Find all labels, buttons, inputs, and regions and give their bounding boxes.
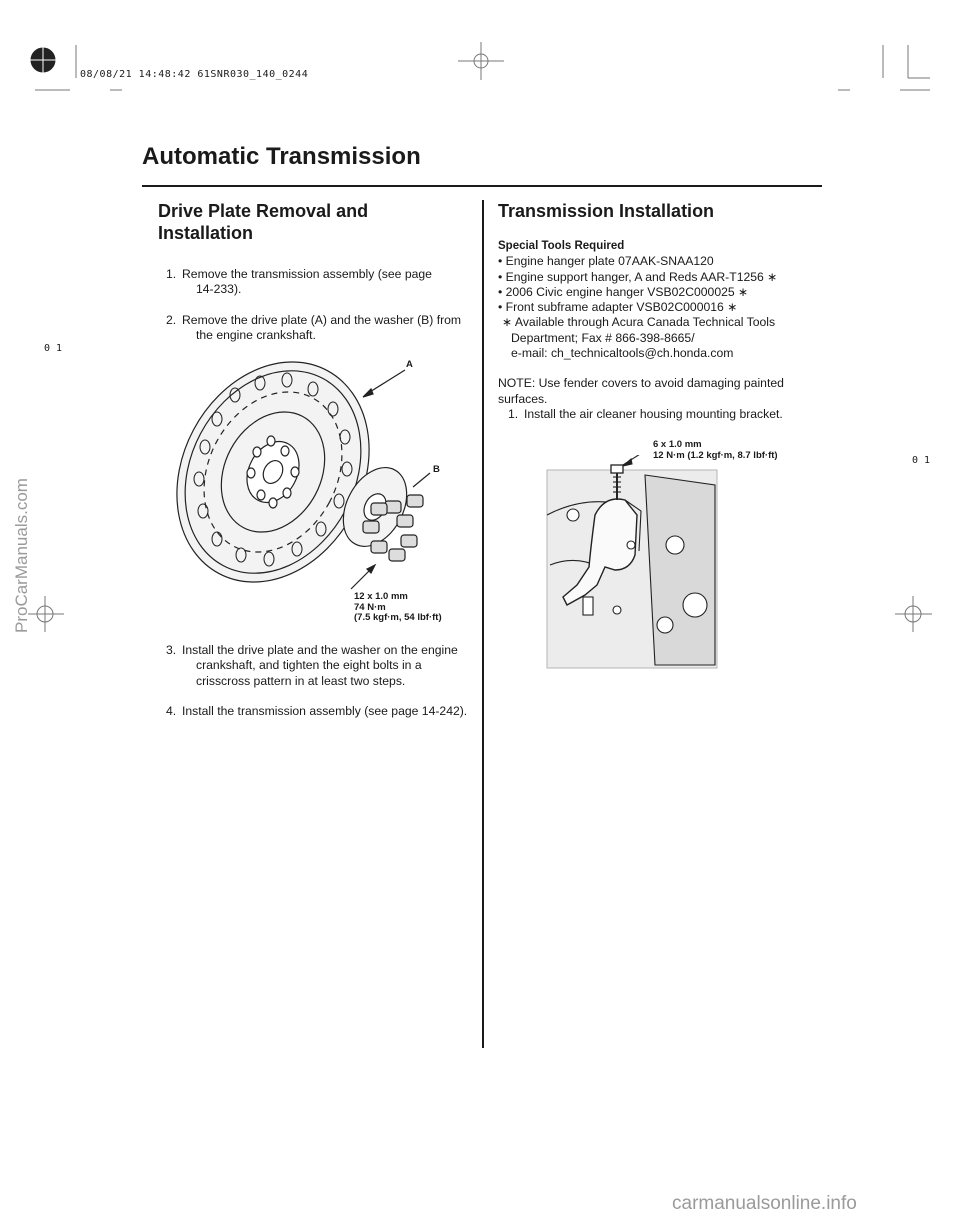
step-number: 3. (166, 643, 177, 657)
step-text: 14-233). (196, 282, 242, 297)
step-text: crisscross pattern in at least two steps. (196, 673, 406, 688)
step-text: crankshaft, and tighten the eight bolts in a (196, 658, 422, 673)
step-text: Install the air cleaner housing mounting bracket. (524, 406, 783, 421)
left-steps-3-4 (166, 643, 467, 719)
torque-imperial: (7.5 kgf·m, 54 lbf·ft) (354, 612, 442, 623)
footnote: ∗ Available through Acura Canada Technical Tools (502, 315, 776, 330)
step-2 (166, 313, 461, 344)
step-3 (166, 643, 467, 689)
left-section-title (158, 200, 368, 244)
step-4 (166, 704, 467, 719)
step-number: 2. (166, 312, 177, 327)
step-text: Remove the drive plate (A) and the washer (B) from (182, 312, 462, 327)
mounting-bracket-illustration (545, 455, 720, 670)
tool-item: • Engine hanger plate 07AAK-SNAA120 (498, 254, 714, 269)
left-steps-1-2 (166, 267, 461, 343)
right-margin-mark: 0 1 (912, 455, 931, 466)
step-number: 1. (508, 406, 519, 421)
step-text: Remove the transmission assembly (see page (182, 267, 432, 281)
torque-nm: 12 N·m (1.2 kgf·m, 8.7 lbf·ft) (653, 449, 778, 461)
footnote: e-mail: ch_technicaltools@ch.honda.com (511, 346, 734, 361)
tool-item: • Front subframe adapter VSB02C000016 ∗ (498, 300, 738, 315)
print-stamp: 08/08/21 14:48:42 61SNR030_140_0244 (80, 69, 309, 80)
special-tools-heading: Special Tools Required (498, 240, 625, 252)
left-margin-mark: 0 1 (44, 343, 63, 354)
step-text: Install the transmission assembly (see page 14-242). (182, 703, 468, 718)
step-1 (166, 267, 461, 298)
title-rule (142, 185, 822, 187)
drive-plate-torque-spec (354, 592, 442, 624)
torque-size: 6 x 1.0 mm (653, 439, 702, 450)
torque-nm: 74 N·m (354, 601, 386, 613)
right-section-title: Transmission Installation (498, 201, 715, 221)
page-title: Automatic Transmission (142, 143, 421, 170)
drive-plate-illustration (175, 345, 475, 605)
special-tools (498, 239, 784, 422)
column-divider (482, 200, 484, 1048)
step-number: 4. (166, 703, 177, 718)
bottom-watermark: carmanualsonline.info (672, 1193, 857, 1214)
torque-size: 12 x 1.0 mm (354, 591, 408, 602)
step-number: 1. (166, 267, 177, 281)
step-text: the engine crankshaft. (196, 327, 316, 342)
tool-item: • Engine support hanger, A and Reds AAR-T1256 ∗ (498, 269, 778, 284)
left-section-title-line1: Drive Plate Removal and (158, 201, 369, 221)
note: surfaces. (498, 391, 548, 406)
footnote: Department; Fax # 866-398-8665/ (511, 330, 695, 345)
label-b: B (433, 464, 440, 475)
right-step-1 (508, 407, 784, 422)
label-a: A (406, 359, 413, 370)
step-text: Install the drive plate and the washer on the engine (182, 643, 458, 657)
note: NOTE: Use fender covers to avoid damaging painted (498, 376, 784, 391)
side-watermark: ProCarManuals.com (12, 478, 31, 633)
left-section-title-line2: Installation (158, 223, 254, 243)
tool-item: • 2006 Civic engine hanger VSB02C000025 ∗ (498, 284, 749, 299)
